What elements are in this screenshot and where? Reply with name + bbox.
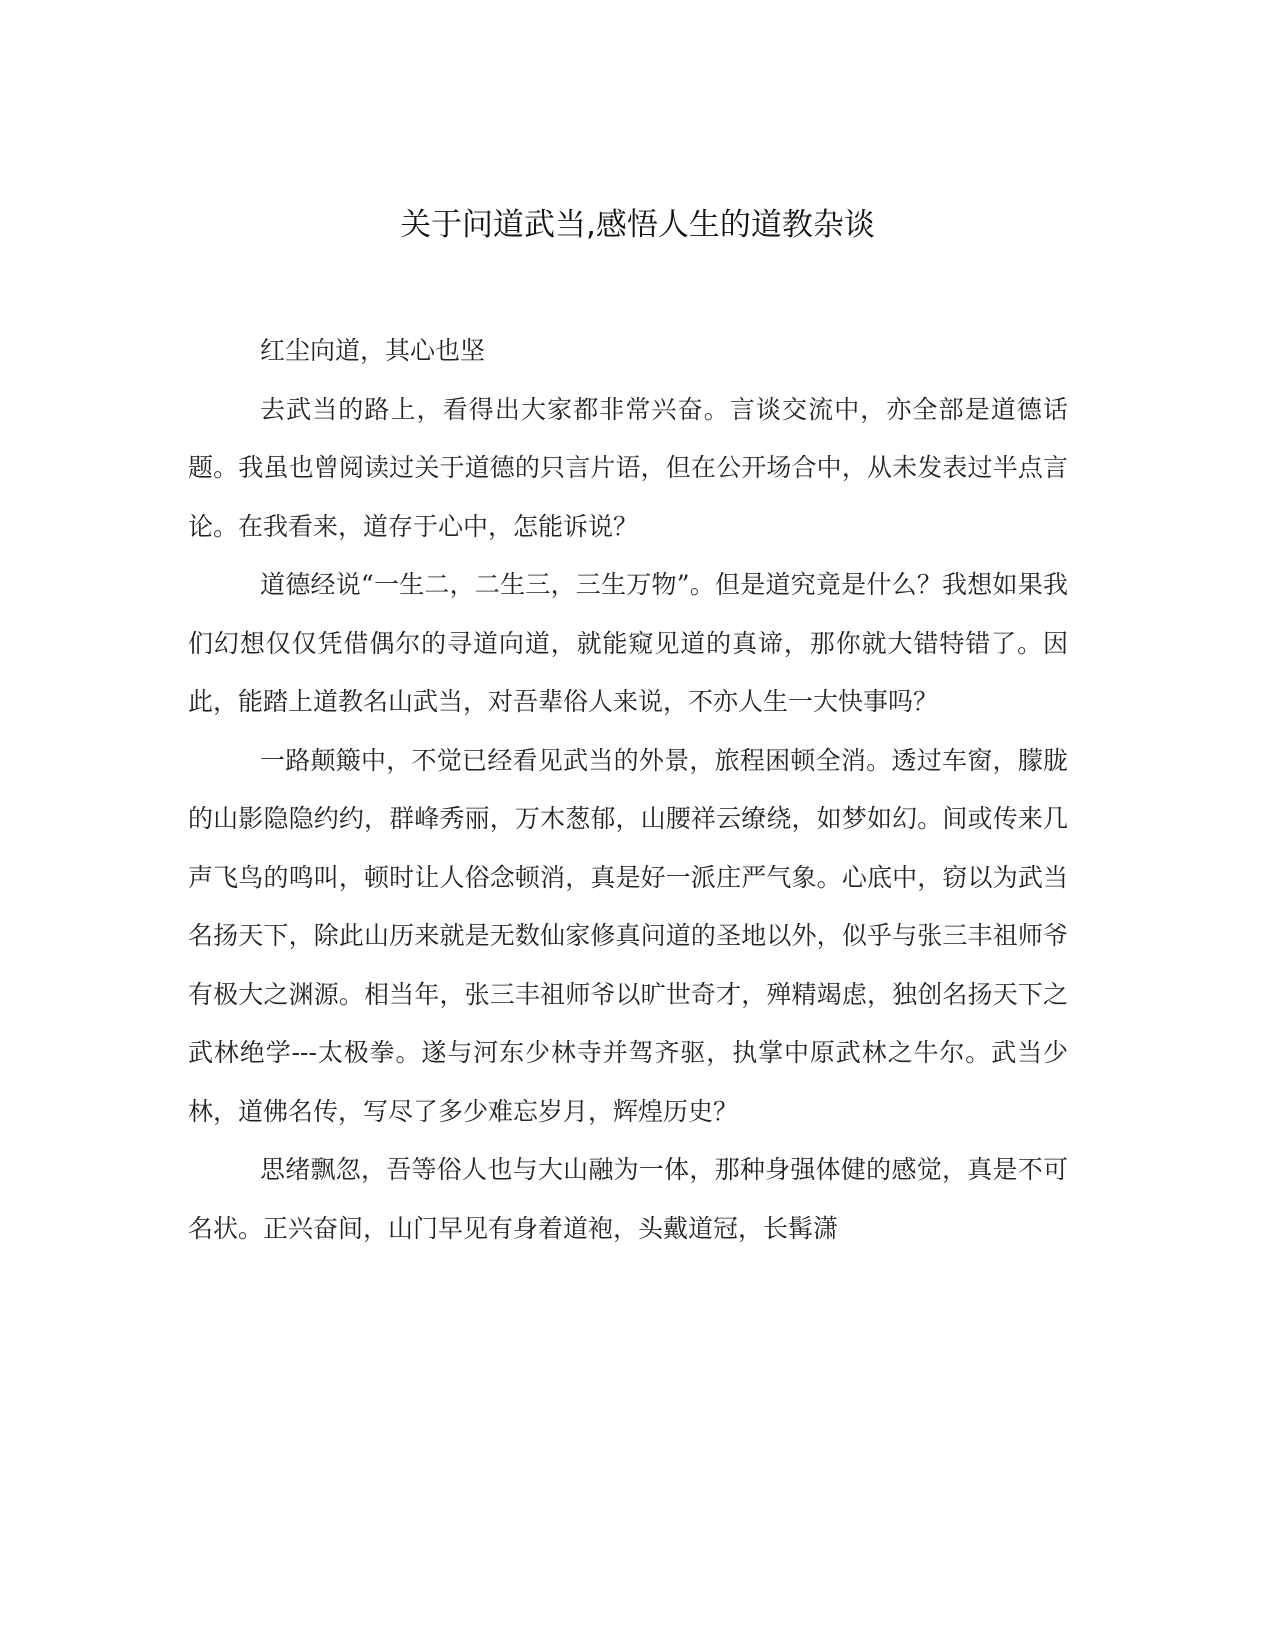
paragraph: 去武当的路上，看得出大家都非常兴奋。言谈交流中，亦全部是道德话题。我虽也曾阅读过关于道德的只言片语，但在公开场合中，从未发表过半点言论。在我看来，道存于心中，怎能诉说？: [188, 394, 1068, 541]
paragraph-subheading: 红尘向道，其心也坚: [260, 336, 486, 365]
paragraph: 思绪飘忽，吾等俗人也与大山融为一体，那种身强体健的感觉，真是不可名状。正兴奋间，山门早见有身着道袍，头戴道冠，长髯潇: [188, 1155, 1068, 1243]
paragraph: 道德经说“一生二，二生三，三生万物”。但是道究竟是什么？我想如果我们幻想仅仅凭借偶尔的寻道向道，就能窥见道的真谛，那你就大错特错了。因此，能踏上道教名山武当，对吾辈俗人来说，不亦人生一大快事吗？: [188, 570, 1068, 716]
paragraph: 一路颠簸中，不觉已经看见武当的外景，旅程困顿全消。透过车窗，朦胧的山影隐隐约约，群峰秀丽，万木葱郁，山腰祥云缭绕，如梦如幻。间或传来几声飞鸟的鸣叫，顿时让人俗念顿消，真是好一派庄严气象。心底中，窃以为武当名扬天下，除此山历来就是无数仙家修真问道的圣地以外，似乎与张三丰祖师爷有极大之渊源。相当年，张三丰祖师爷以旷世奇才，殚精竭虑，独创名扬天下之武林绝学---太极拳。遂与河东少林寺并驾齐驱，执掌中原武林之牛尔。武当少林，道佛名传，写尽了多少难忘岁月，辉煌历史？: [188, 745, 1068, 1126]
document-body: [188, 322, 1068, 1258]
document-title: 关于问道武当,感悟人生的道教杂谈: [400, 207, 875, 243]
